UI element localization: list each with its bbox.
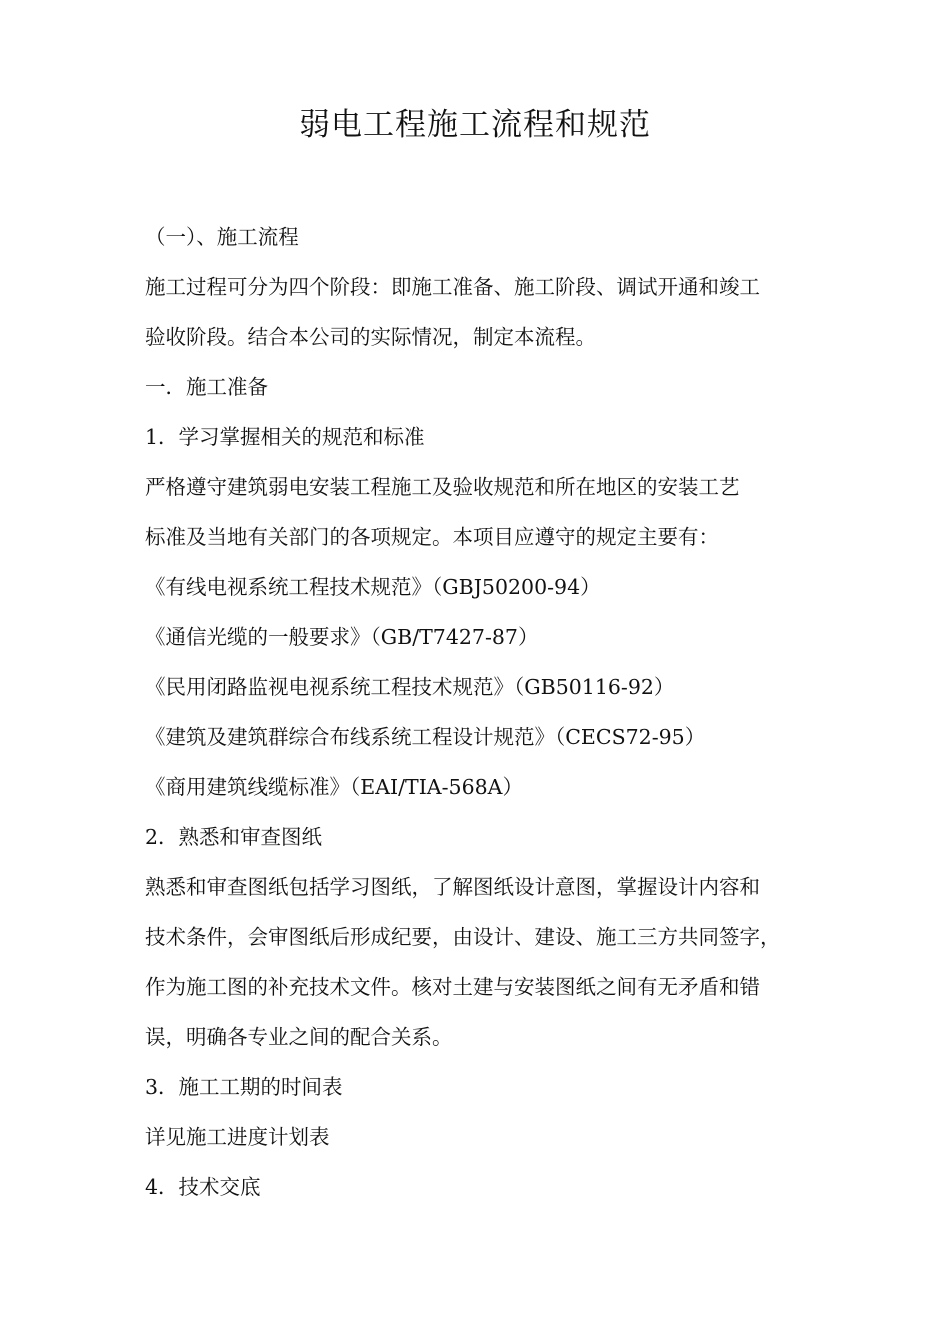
- paragraph-line: 施工过程可分为四个阶段：即施工准备、施工阶段、调试开通和竣工: [145, 275, 760, 299]
- document-body: [145, 212, 815, 1212]
- standard-item: 《有线电视系统工程技术规范》（GBJ50200-94）: [145, 575, 601, 599]
- section-heading: 一．施工准备: [145, 375, 268, 399]
- paragraph-line: 严格遵守建筑弱电安装工程施工及验收规范和所在地区的安装工艺: [145, 475, 740, 499]
- section-heading: （一）、施工流程: [145, 225, 299, 249]
- standard-item: 《商用建筑线缆标准》（EAI/TIA-568A）: [145, 775, 523, 799]
- subsection-heading: 3．施工工期的时间表: [145, 1075, 343, 1099]
- standard-item: 《民用闭路监视电视系统工程技术规范》（GB50116-92）: [145, 675, 675, 699]
- standard-item: 《通信光缆的一般要求》（GB/T7427-87）: [145, 625, 539, 649]
- paragraph-line: 标准及当地有关部门的各项规定。本项目应遵守的规定主要有：: [145, 525, 719, 549]
- paragraph-line: 熟悉和审查图纸包括学习图纸，了解图纸设计意图，掌握设计内容和: [145, 875, 760, 899]
- document-title: 弱电工程施工流程和规范: [299, 107, 651, 143]
- paragraph-line: 作为施工图的补充技术文件。核对土建与安装图纸之间有无矛盾和错: [145, 975, 760, 999]
- paragraph-line: 技术条件，会审图纸后形成纪要，由设计、建设、施工三方共同签字，: [145, 925, 781, 949]
- paragraph-line: 误，明确各专业之间的配合关系。: [145, 1025, 453, 1049]
- paragraph-line: 详见施工进度计划表: [145, 1125, 330, 1149]
- subsection-heading: 4．技术交底: [145, 1175, 261, 1199]
- subsection-heading: 1．学习掌握相关的规范和标准: [145, 425, 425, 449]
- subsection-heading: 2．熟悉和审查图纸: [145, 825, 323, 849]
- standard-item: 《建筑及建筑群综合布线系统工程设计规范》（CECS72-95）: [145, 725, 706, 749]
- paragraph-line: 验收阶段。结合本公司的实际情况，制定本流程。: [145, 325, 596, 349]
